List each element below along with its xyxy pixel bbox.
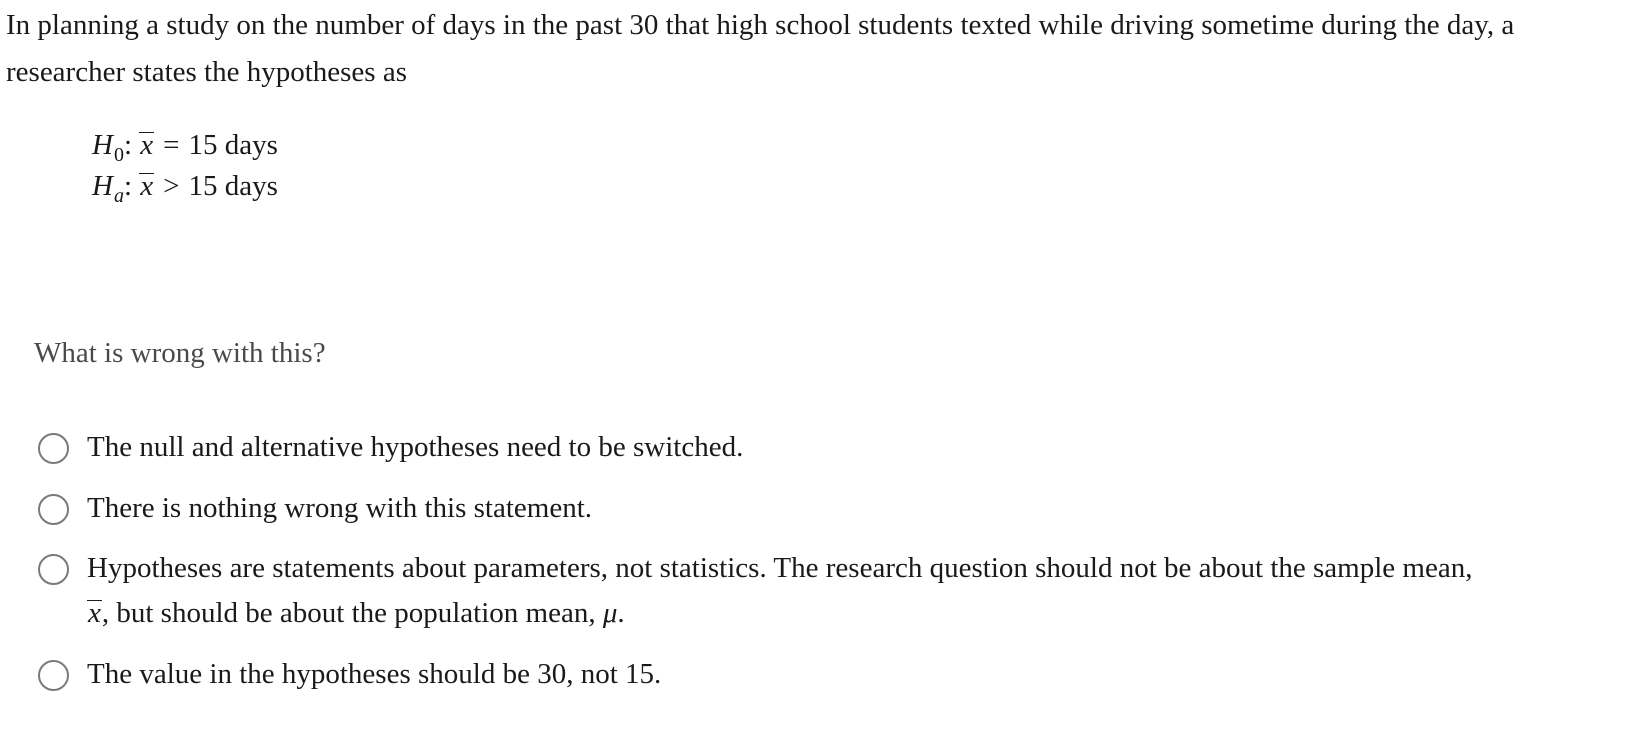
null-hypothesis: $H_0$: x = 15 days [92, 129, 278, 166]
option-label: The value in the hypotheses should be 30, not 15. [87, 658, 662, 690]
question-prompt: What is wrong with this? [34, 337, 326, 369]
option-label-line-1: Hypotheses are statements about parameters, not statistics. The research question should not be about the sample mean, [87, 552, 1473, 584]
hypothesis-symbol: H [92, 170, 113, 202]
hypothesis-operator: = [163, 129, 180, 161]
option-label-end: . [617, 597, 625, 629]
hypothesis-subscript: a [113, 185, 124, 207]
option-label [87, 546, 1617, 636]
sample-mean-symbol: x [140, 129, 154, 161]
option-label-line-2 [87, 591, 1617, 636]
hypothesis-value: 15 days [188, 129, 278, 161]
option-label: The null and alternative hypotheses need to be switched. [87, 431, 744, 463]
option-label-middle: , but should be about the population mean, [101, 597, 603, 629]
radio-button[interactable] [38, 494, 69, 525]
hypothesis-operator: > [163, 170, 180, 202]
radio-button[interactable] [38, 660, 69, 691]
question-intro: In planning a study on the number of days in the past 30 that high school students texted while driving sometime during the day, a researcher states the hypotheses as [6, 9, 1515, 88]
sample-mean-symbol: x [140, 170, 154, 202]
alternative-hypothesis: $H_a$: x > 15 days [92, 170, 278, 207]
option-label: There is nothing wrong with this statement. [87, 492, 593, 524]
population-mean-symbol: μ [602, 597, 618, 629]
hypothesis-symbol: H [92, 129, 113, 161]
radio-button[interactable] [38, 433, 69, 464]
radio-button[interactable] [38, 554, 69, 585]
hypothesis-subscript: 0 [113, 144, 124, 166]
hypothesis-value: 15 days [188, 170, 278, 202]
sample-mean-symbol: x [88, 597, 101, 629]
